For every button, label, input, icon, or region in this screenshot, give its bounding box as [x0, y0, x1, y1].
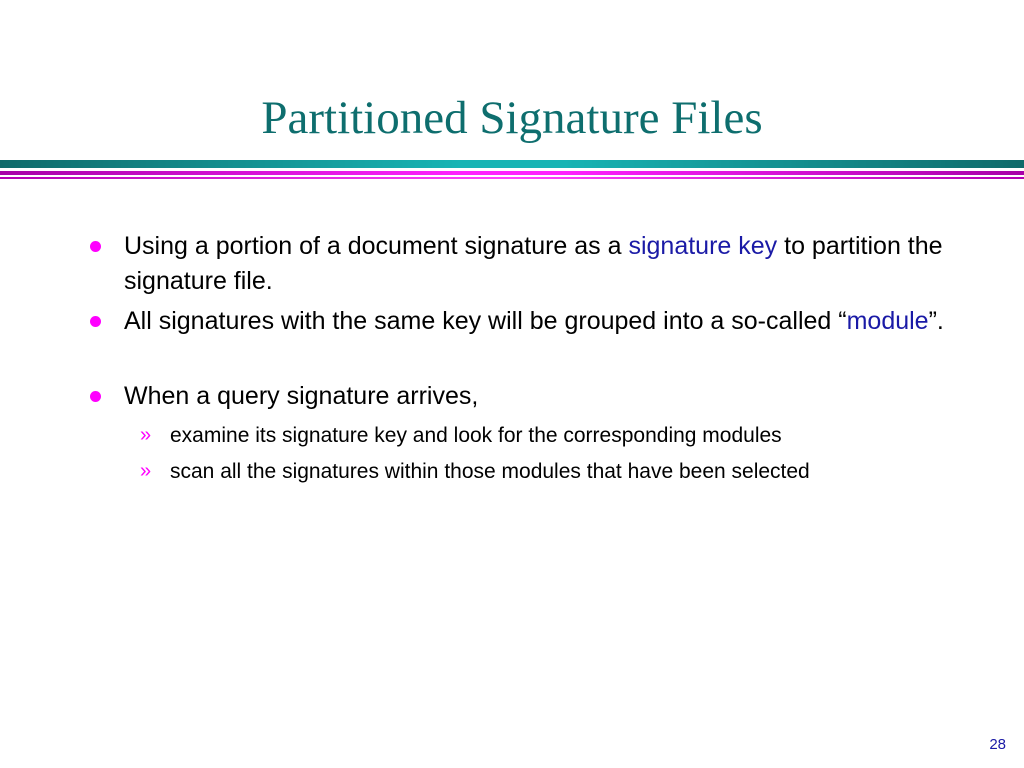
sub-bullet-text: scan all the signatures within those modules that have been selected — [170, 460, 810, 483]
highlighted-term: signature key — [628, 232, 778, 260]
sub-bullet-text: examine its signature key and look for the corresponding modules — [170, 424, 782, 447]
page-number: 28 — [989, 736, 1006, 753]
double-chevron-right-icon: » — [140, 424, 152, 446]
slide-title: Partitioned Signature Files — [261, 92, 763, 144]
bullet-text: to partition the signature file. — [124, 232, 943, 295]
title-divider-magenta — [0, 171, 1024, 175]
sub-bullet-item — [140, 456, 870, 487]
title-divider-magenta-thin — [0, 177, 1024, 179]
bullet-text: When a query signature arrives, — [124, 382, 479, 410]
double-chevron-right-icon: » — [140, 460, 152, 482]
bullet-dot-icon — [90, 316, 101, 327]
bullet-dot-icon — [90, 391, 101, 402]
bullet-text: All signatures with the same key will be grouped into a so-called “ — [124, 307, 847, 335]
sub-bullet-item — [140, 420, 930, 451]
bullet-item — [124, 304, 944, 339]
bullet-dot-icon — [90, 241, 101, 252]
bullet-text: ”. — [928, 307, 944, 335]
bullet-item — [124, 229, 944, 299]
highlighted-term: module — [846, 307, 929, 335]
title-divider-teal — [0, 160, 1024, 168]
bullet-text: Using a portion of a document signature as a — [124, 232, 629, 260]
bullet-item — [124, 379, 944, 414]
